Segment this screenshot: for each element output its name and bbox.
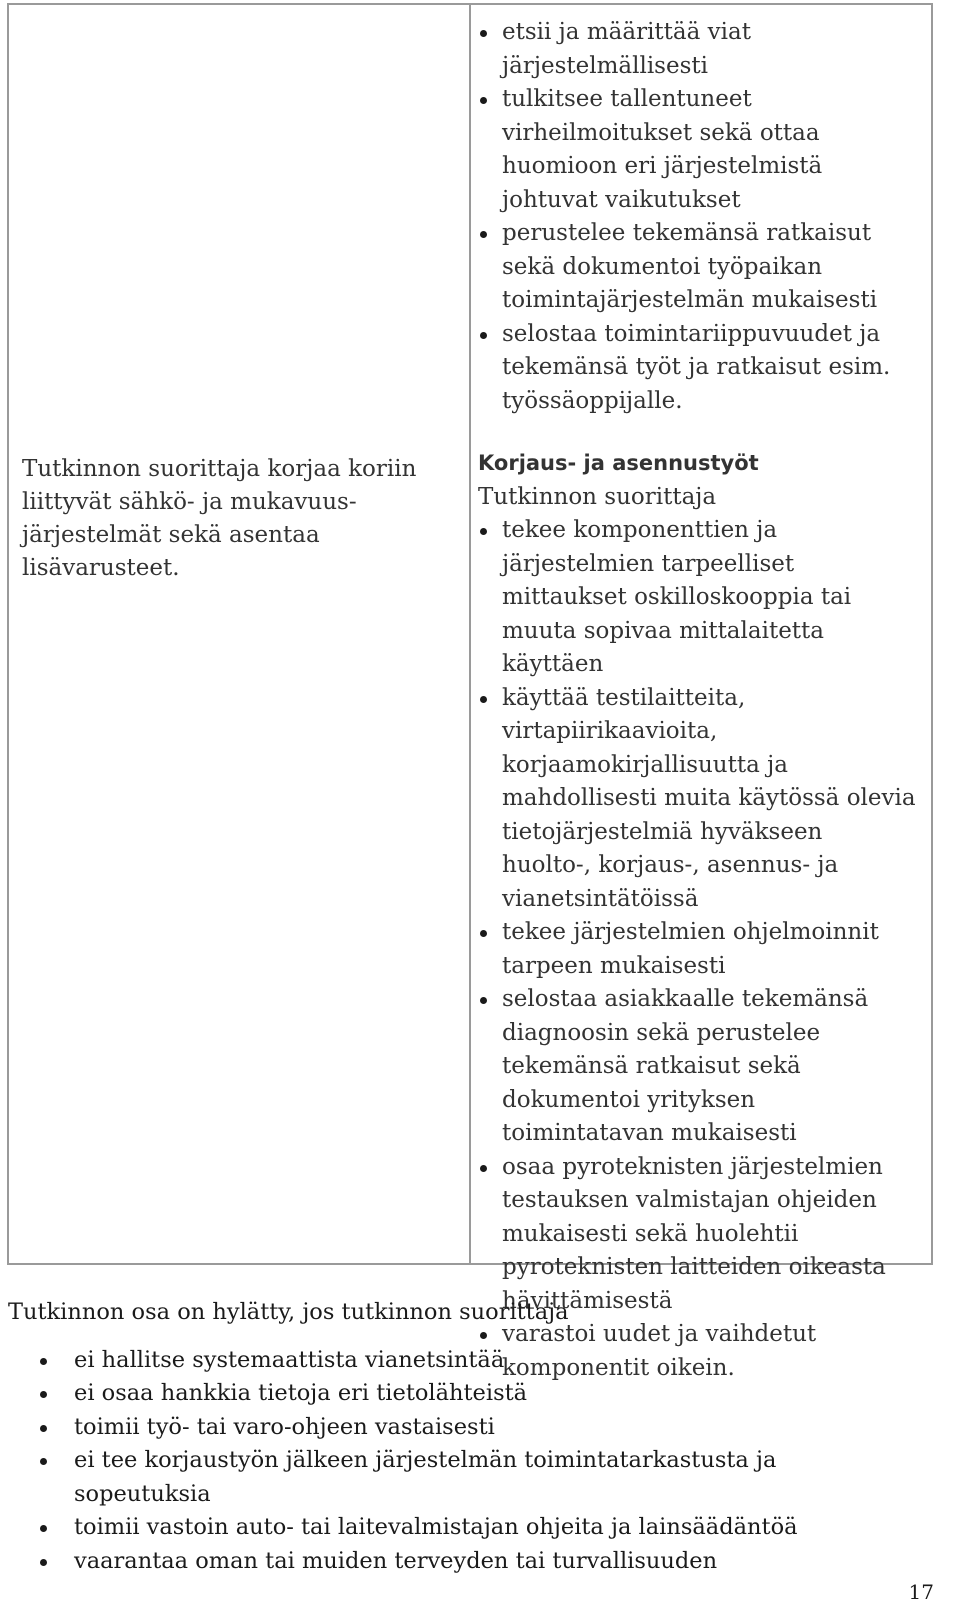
list-item: tekee järjestelmien ohjelmoinnit tarpeen mukaisesti [478, 916, 918, 983]
list-item: varastoi uudet ja vaihdetut komponentit oikein. [478, 1318, 918, 1385]
list-item: käyttää testilaitteita, virtapiirikaavioita, korjaamokirjallisuutta ja mahdollisesti muita käytössä olevia tietojärjestelmiä hyväkseen huolto-, korjaus-, asennus- ja vianetsintätöissä [478, 682, 918, 917]
list-item: ei hallitse systemaattista vianetsintää [8, 1344, 918, 1378]
rejection-list [8, 1344, 918, 1579]
intro-list [478, 16, 918, 418]
list-item: toimii vastoin auto- tai laitevalmistajan ohjeita ja lainsäädäntöä [8, 1511, 918, 1545]
section-subtitle: Tutkinnon suorittaja [478, 483, 717, 510]
right-cell [478, 16, 918, 1385]
left-cell-text: Tutkinnon suorittaja korjaa koriin liittyvät sähkö- ja mukavuus-järjestelmät sekä asentaa lisävarusteet. [22, 456, 417, 581]
rejection-section [8, 1296, 918, 1578]
section-title: Korjaus- ja asennustyöt [478, 451, 759, 475]
list-item: toimii työ- tai varo-ohjeen vastaisesti [8, 1411, 918, 1445]
column-divider [469, 5, 471, 1263]
list-item: tekee komponenttien ja järjestelmien tarpeelliset mittaukset oskilloskooppia tai muuta sopivaa mittalaitetta käyttäen [478, 514, 918, 682]
list-item: osaa pyroteknisten järjestelmien testauksen valmistajan ohjeiden mukaisesti sekä huolehtii pyroteknisten laitteiden oikeasta hävittämisestä [478, 1151, 918, 1319]
list-item: vaarantaa oman tai muiden terveyden tai turvallisuuden [8, 1545, 918, 1579]
rejection-heading: Tutkinnon osa on hylätty, jos tutkinnon suorittaja [8, 1299, 569, 1325]
list-item: tulkitsee tallentuneet virheilmoitukset sekä ottaa huomioon eri järjestelmistä johtuvat vaikutukset [478, 83, 918, 217]
page-number: 17 [908, 1580, 934, 1604]
list-item: perustelee tekemänsä ratkaisut sekä dokumentoi työpaikan toimintajärjestelmän mukaisesti [478, 217, 918, 318]
list-item: selostaa toimintariippuvuudet ja tekemänsä työt ja ratkaisut esim. työssäoppijalle. [478, 318, 918, 419]
section-list [478, 514, 918, 1385]
list-item: ei osaa hankkia tietoja eri tietolähteistä [8, 1377, 918, 1411]
list-item: etsii ja määrittää viat järjestelmällisesti [478, 16, 918, 83]
list-item: selostaa asiakkaalle tekemänsä diagnoosin sekä perustelee tekemänsä ratkaisut sekä dokumentoi yrityksen toimintatavan mukaisesti [478, 983, 918, 1151]
list-item: ei tee korjaustyön jälkeen järjestelmän toimintatarkastusta ja sopeutuksia [8, 1444, 918, 1511]
